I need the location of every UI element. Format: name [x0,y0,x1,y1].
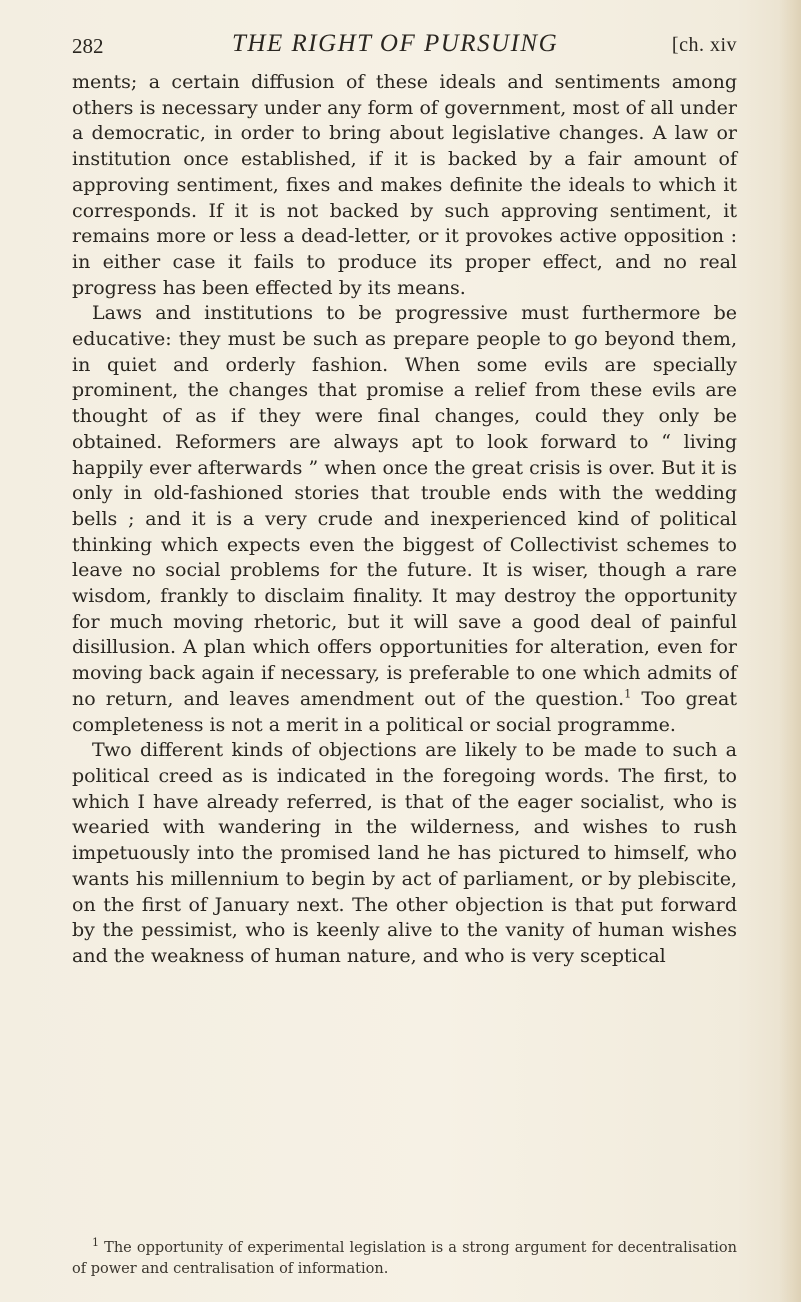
page-edge-shadow [779,0,801,1302]
paragraph: Two different kinds of objections are likely to be made to such a political creed as is indicated in the foregoing words. The first, to which I have already referred, is that of the eager socialist, who is wearied with wandering in the wilderness, and wishes to rush impetuously into the promised land he has pictured to himself, who wants his millennium to begin by act of parliament, or by plebiscite, on the first of January next. The other objection is that put forward by the pessimist, who is keenly alive to the vanity of human wishes and the weakness of human nature, and who is very sceptical [72,739,737,967]
chapter-label: [ch. xiv [671,34,737,56]
footnote-reference: 1 [624,687,632,701]
paragraph: ments; a certain diffusion of these ideals and sentiments among others is necessary under any form of government, most of all under a democratic, in order to bring about legislative changes. A law or institution once established, if it is backed by a fair amount of approving sentiment, fixes and makes definite the ideals to which it corresponds. If it is not backed by such approving sentiment, it remains more or less a dead-letter, or it provokes active opposition : in either case it fails to produce its proper effect, and no real progress has been effected by its means. [72,71,737,299]
paragraph [72,301,737,738]
paragraph-text-tail: Too great completeness is not a merit in a political or social programme. [72,687,737,736]
paragraph-text: Laws and institutions to be progressive must furthermore be educative: they must be such as prepare people to go beyond them, in quiet and orderly fashion. When some evils are specially prominent, the changes that promise a relief from these evils are thought of as if they were final changes, could they only be obtained. Reformers are always apt to look forward to “ living happily ever afterwards ” when once the great crisis is over. But it is only in old-fashioned stories that trouble ends with the wedding bells ; and it is a very crude and inexperienced kind of political thinking which expects even the biggest of Collectivist schemes to leave no social problems for the future. It is wiser, though a rare wisdom, frankly to disclaim finality. It may destroy the opportunity for much moving rhetoric, but it will save a good deal of painful disillusion. A plan which offers opportunities for alteration, even for moving back again if necessary, is preferable to one which admits of no return, and leaves amendment out of the question. [72,302,737,710]
footnote-text: The opportunity of experimental legislation is a strong argument for decentralisation of power and centralisation of information. [72,1240,738,1277]
footnote-marker: 1 [92,1236,99,1250]
running-title: THE RIGHT OF PURSUING [232,30,559,57]
page-number: 282 [72,34,104,58]
footnote [72,1238,737,1280]
page-header [72,28,737,64]
body-text [72,70,737,970]
